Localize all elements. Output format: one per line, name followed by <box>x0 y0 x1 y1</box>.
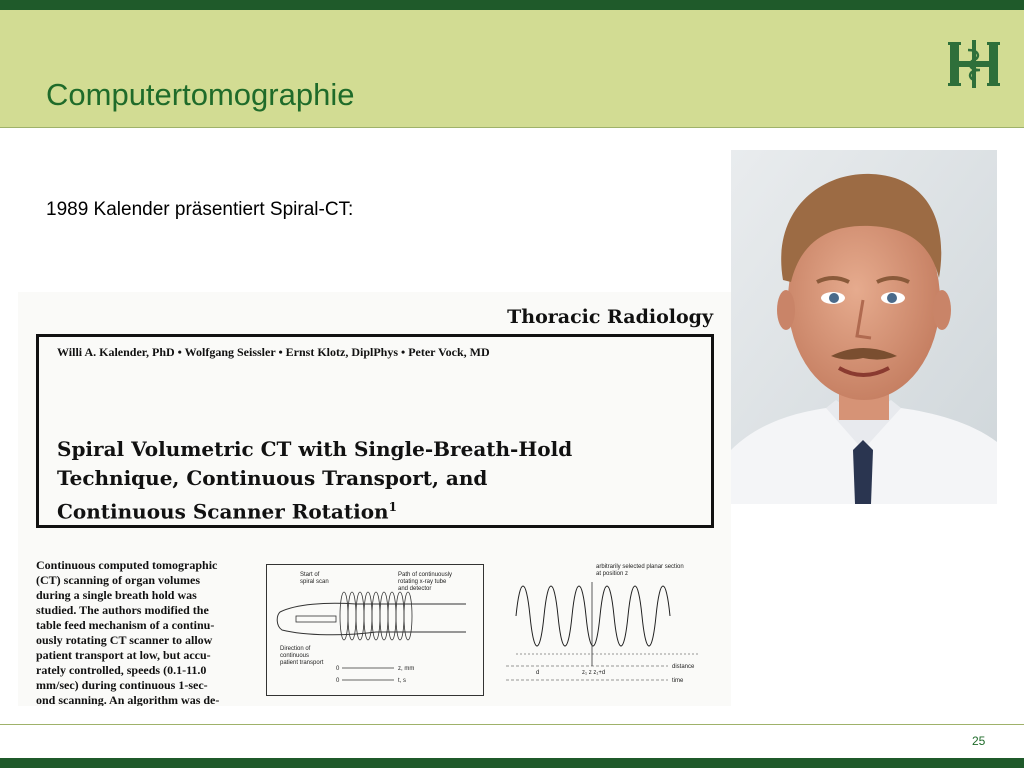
fig1-direction-label: continuous <box>280 653 310 659</box>
fig2-z-labels: z₁ z z₁+d <box>582 670 606 676</box>
logo-icon <box>946 36 1002 92</box>
abstract-line: table feed mechanism of a continu- <box>36 618 215 632</box>
portrait-photo <box>731 150 997 504</box>
abstract-line: mm/sec) during continuous 1-sec- <box>36 678 208 692</box>
slide-title: Computertomographie <box>46 77 355 112</box>
top-bar <box>0 0 1024 10</box>
bottom-bar <box>0 758 1024 768</box>
paper-clipping <box>18 292 731 706</box>
fig2-label: at position z <box>596 571 629 577</box>
abstract-line: patient transport at low, but accu- <box>36 648 211 662</box>
fig2-distance-label: distance <box>672 664 695 670</box>
fig1-direction-label: patient transport <box>280 660 324 666</box>
fig2-d-label: d <box>536 670 540 676</box>
fig1-path-label: Path of continuously <box>398 572 453 578</box>
abstract-line: (CT) scanning of organ volumes <box>36 573 201 587</box>
abstract-line: rately controlled, speeds (0.1-11.0 <box>36 663 207 677</box>
paper-title-line: Spiral Volumetric CT with Single-Breath-Hold <box>57 437 573 461</box>
paper-title-line: Technique, Continuous Transport, and <box>57 466 488 490</box>
paper-title <box>57 435 572 527</box>
abstract-line: studied. The authors modified the <box>36 603 209 617</box>
sine-wave <box>516 586 670 646</box>
paper-authors: Willi A. Kalender, PhD • Wolfgang Seissler • Ernst Klotz, DiplPhys • Peter Vock, MD <box>57 345 490 359</box>
fig1-axis-z: z, mm <box>398 666 415 672</box>
spiral-scan-figure <box>266 564 484 696</box>
journal-name: Thoracic Radiology <box>507 306 713 328</box>
paper-abstract <box>36 558 256 706</box>
fig1-start-label: Start of <box>300 572 320 578</box>
fig1-path-label: and detector <box>398 586 432 592</box>
slide-subtitle: 1989 Kalender präsentiert Spiral-CT: <box>46 199 354 220</box>
footnote-mark: 1 <box>388 500 397 514</box>
fig1-start-label: spiral scan <box>300 579 329 585</box>
fig2-time-label: time <box>672 678 684 684</box>
spiral-coils <box>340 592 412 640</box>
abstract-line: during a single breath hold was <box>36 588 197 602</box>
sine-wave-figure <box>496 558 728 706</box>
abstract-line: ond scanning. An algorithm was de- <box>36 693 220 706</box>
abstract-line: Continuous computed tomographic <box>36 558 218 572</box>
fig1-origin: 0 <box>336 678 340 684</box>
paper-title-box <box>36 334 714 528</box>
fig1-direction-label: Direction of <box>280 646 311 652</box>
footer-divider <box>0 724 1024 725</box>
fig2-label: arbitrarily selected planar section <box>596 564 684 570</box>
fig1-path-label: rotating x-ray tube <box>398 579 447 585</box>
fig1-axis-t: t, s <box>398 678 407 684</box>
page-number: 25 <box>972 734 986 748</box>
fig1-origin: 0 <box>336 666 340 672</box>
paper-title-line: Continuous Scanner Rotation$^1$ <box>57 499 397 524</box>
abstract-line: ously rotating CT scanner to allow <box>36 633 213 647</box>
